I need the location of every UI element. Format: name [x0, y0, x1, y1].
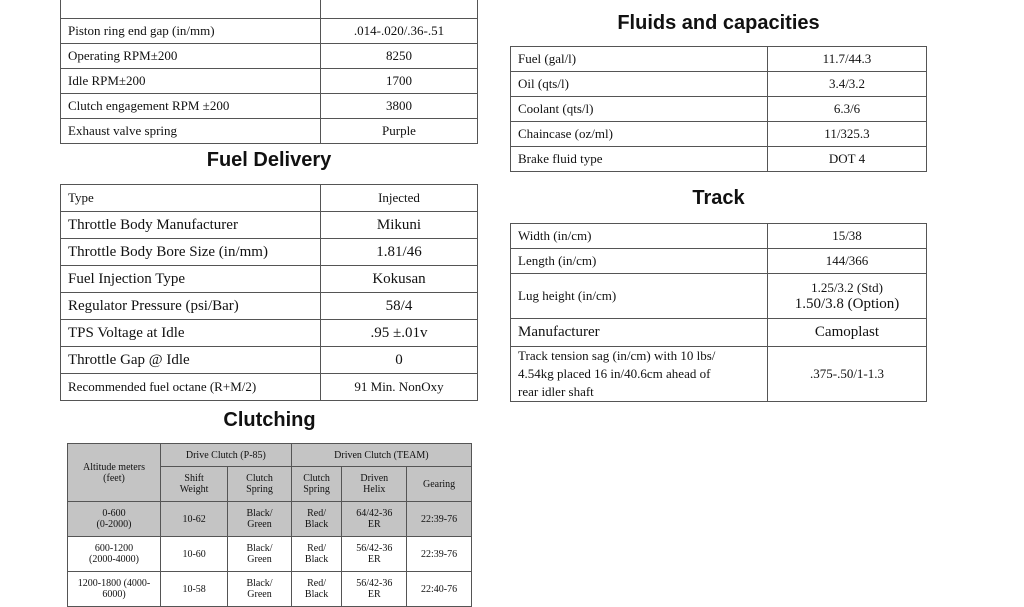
table-row	[61, 266, 478, 293]
driven-helix-cell: 56/42-36 ER	[342, 537, 407, 572]
row-label: Coolant (qts/l)	[511, 97, 768, 122]
shift-weight-cell: 10-60	[161, 537, 228, 572]
row-label: Type	[61, 185, 321, 212]
shift-weight-cell: 10-58	[161, 572, 228, 607]
row-label: Fuel Injection Type	[61, 266, 321, 293]
row-value: 0	[321, 347, 478, 374]
table-row	[61, 185, 478, 212]
drive-clutch-header: Drive Clutch (P-85)	[161, 444, 292, 467]
row-label	[511, 347, 768, 402]
row-label: Regulator Pressure (psi/Bar)	[61, 293, 321, 320]
row-value: DOT 4	[768, 147, 927, 172]
row-value: 11/325.3	[768, 122, 927, 147]
row-value: 1.81/46	[321, 239, 478, 266]
table-row	[61, 69, 478, 94]
row-value: 91 Min. NonOxy	[321, 374, 478, 401]
clutch-spring-cell: Black/ Green	[228, 502, 292, 537]
fuel-delivery-table	[60, 184, 478, 401]
table-row	[511, 122, 927, 147]
row-value: 11.7/44.3	[768, 47, 927, 72]
row-label: Width (in/cm)	[511, 224, 768, 249]
row-value: 1700	[321, 69, 478, 94]
track-table	[510, 223, 927, 402]
clutching-title: Clutching	[223, 409, 316, 431]
row-label: Operating RPM±200	[61, 44, 321, 69]
altitude-header: Altitude meters (feet)	[68, 444, 161, 502]
driven-helix-cell: 64/42-36 ER	[342, 502, 407, 537]
table-row	[511, 274, 927, 319]
row-label: Length (in/cm)	[511, 249, 768, 274]
clutch-spring-cell: Black/ Green	[228, 572, 292, 607]
row-value: 3800	[321, 94, 478, 119]
altitude-cell: 600-1200 (2000-4000)	[68, 537, 161, 572]
header-row	[68, 444, 472, 467]
table-row	[61, 212, 478, 239]
lug-height-option: 1.50/3.8 (Option)	[794, 295, 900, 312]
driven-spring-cell: Red/ Black	[291, 502, 342, 537]
row-value: .95 ±.01v	[321, 320, 478, 347]
table-row	[68, 502, 472, 537]
table-row	[61, 19, 478, 44]
row-value: Kokusan	[321, 266, 478, 293]
fluids-table	[510, 46, 927, 172]
driven-helix-header: Driven Helix	[342, 467, 407, 502]
row-label: Piston ring end gap (in/mm)	[61, 19, 321, 44]
row-value: 144/366	[768, 249, 927, 274]
row-label: Fuel (gal/l)	[511, 47, 768, 72]
row-value: Mikuni	[321, 212, 478, 239]
table-row	[61, 320, 478, 347]
table-row	[61, 293, 478, 320]
clutching-table	[67, 443, 472, 607]
gearing-cell: 22:39-76	[407, 537, 472, 572]
row-label: Brake fluid type	[511, 147, 768, 172]
table-row	[511, 347, 927, 402]
row-label: Exhaust valve spring	[61, 119, 321, 144]
table-row	[68, 537, 472, 572]
row-value: 6.3/6	[768, 97, 927, 122]
driven-clutch-header: Driven Clutch (TEAM)	[291, 444, 471, 467]
row-value: 58/4	[321, 293, 478, 320]
row-value: 3.4/3.2	[768, 72, 927, 97]
row-label: Idle RPM±200	[61, 69, 321, 94]
clutch-spring-header: Clutch Spring	[228, 467, 292, 502]
altitude-cell: 0-600 (0-2000)	[68, 502, 161, 537]
row-label: Clutch engagement RPM ±200	[61, 94, 321, 119]
row-value	[768, 274, 927, 319]
row-label: Lug height (in/cm)	[511, 274, 768, 319]
row-label: TPS Voltage at Idle	[61, 320, 321, 347]
row-label: Chaincase (oz/ml)	[511, 122, 768, 147]
track-title: Track	[692, 187, 745, 209]
row-value: 8250	[321, 44, 478, 69]
fluids-title: Fluids and capacities	[617, 12, 820, 34]
table-row	[61, 0, 478, 19]
sag-label-line: Track tension sag (in/cm) with 10 lbs/	[518, 348, 716, 363]
engine-table	[60, 0, 478, 144]
table-row	[68, 572, 472, 607]
table-row	[61, 119, 478, 144]
row-value: .375-.50/1-1.3	[768, 347, 927, 402]
table-row	[61, 44, 478, 69]
driven-spring-cell: Red/ Black	[291, 572, 342, 607]
driven-spring-header: Clutch Spring	[291, 467, 342, 502]
driven-spring-cell: Red/ Black	[291, 537, 342, 572]
row-label: Throttle Body Manufacturer	[61, 212, 321, 239]
table-row	[511, 249, 927, 274]
gearing-cell: 22:40-76	[407, 572, 472, 607]
table-row	[61, 239, 478, 266]
row-label: Recommended fuel octane (R+M/2)	[61, 374, 321, 401]
table-row	[511, 319, 927, 347]
table-row	[511, 147, 927, 172]
table-row	[511, 72, 927, 97]
sag-label-line: 4.54kg placed 16 in/40.6cm ahead of	[518, 366, 711, 381]
driven-helix-cell: 56/42-36 ER	[342, 572, 407, 607]
gearing-cell: 22:39-76	[407, 502, 472, 537]
row-value: Camoplast	[768, 319, 927, 347]
row-label: Manufacturer	[511, 319, 768, 347]
row-label: Oil (qts/l)	[511, 72, 768, 97]
row-value: .014-.020/.36-.51	[321, 19, 478, 44]
gearing-header: Gearing	[407, 467, 472, 502]
sag-label-line: rear idler shaft	[518, 384, 594, 399]
lug-height-std: 1.25/3.2 (Std)	[811, 279, 883, 295]
table-row	[61, 94, 478, 119]
table-row	[61, 347, 478, 374]
table-row	[511, 97, 927, 122]
shift-weight-header: Shift Weight	[161, 467, 228, 502]
row-label: Throttle Gap @ Idle	[61, 347, 321, 374]
row-value: Injected	[321, 185, 478, 212]
row-value: Purple	[321, 119, 478, 144]
altitude-cell: 1200-1800 (4000- 6000)	[68, 572, 161, 607]
row-label: Throttle Body Bore Size (in/mm)	[61, 239, 321, 266]
table-row	[511, 47, 927, 72]
row-value: 15/38	[768, 224, 927, 249]
table-row	[511, 224, 927, 249]
shift-weight-cell: 10-62	[161, 502, 228, 537]
fuel-delivery-title: Fuel Delivery	[206, 149, 332, 171]
table-row	[61, 374, 478, 401]
clutch-spring-cell: Black/ Green	[228, 537, 292, 572]
